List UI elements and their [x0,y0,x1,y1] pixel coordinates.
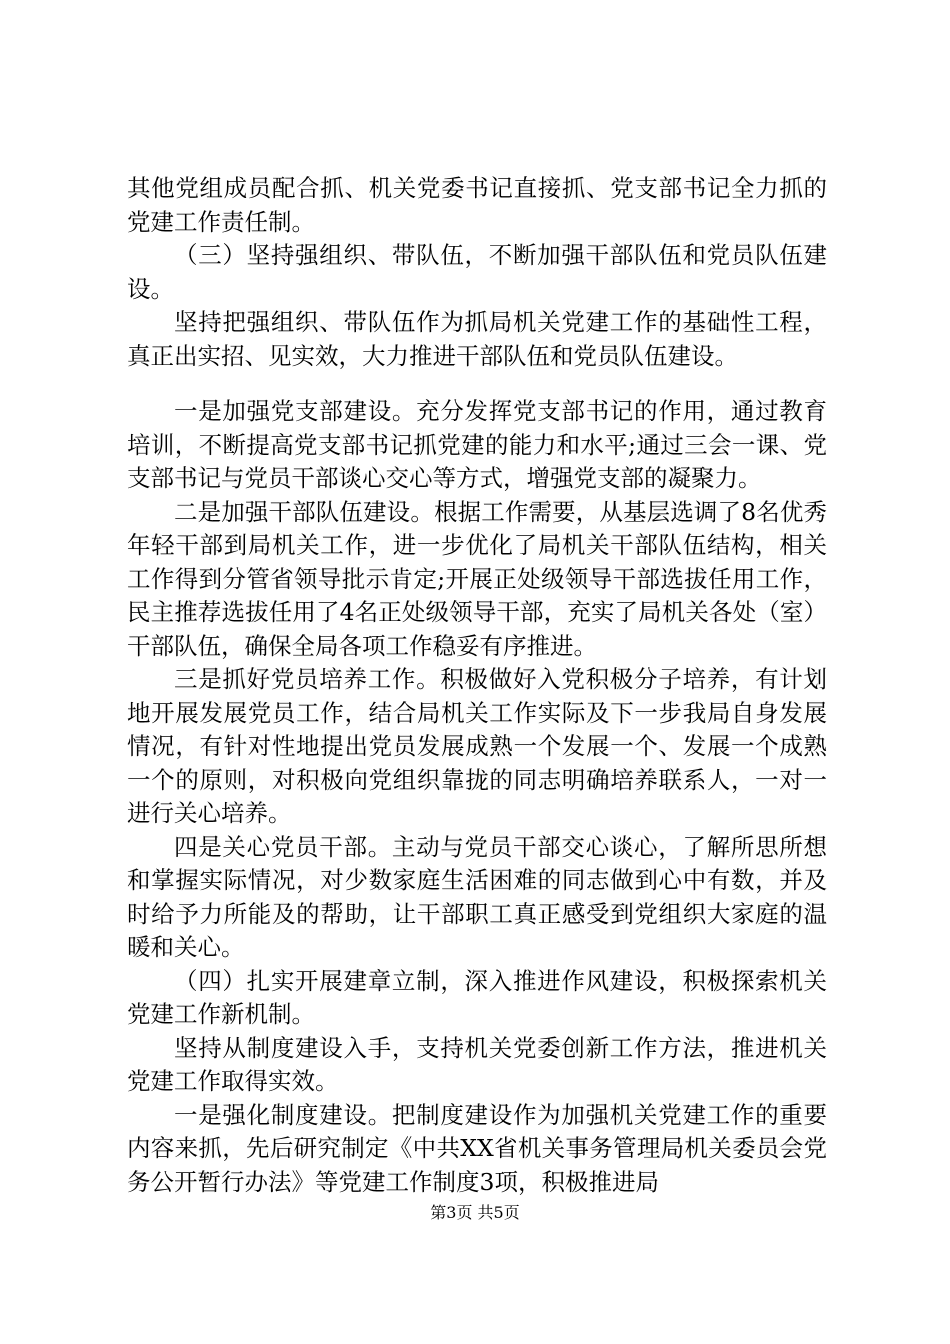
page-footer: 第3页 共5页 [430,1203,520,1222]
section-heading: （三）坚持强组织、带队伍，不断加强干部队伍和党员队伍建设。 [127,241,827,303]
paragraph: 一是强化制度建设。把制度建设作为加强机关党建工作的重要内容来抓，先后研究制定《中共XX省机关事务管理局机关委员会党务公开暂行办法》等党建工作制度3项，积极推进局 [127,1100,827,1196]
paragraph: 其他党组成员配合抓、机关党委书记直接抓、党支部书记全力抓的党建工作责任制。 [127,174,827,236]
paragraph: 四是关心党员干部。主动与党员干部交心谈心，了解所思所想和掌握实际情况，对少数家庭生活困难的同志做到心中有数，并及时给予力所能及的帮助，让干部职工真正感受到党组织大家庭的温暖和关心。 [127,832,827,961]
section-heading: （四）扎实开展建章立制，深入推进作风建设，积极探索机关党建工作新机制。 [127,966,827,1028]
paragraph-gap [127,373,827,395]
paragraph: 二是加强干部队伍建设。根据工作需要，从基层选调了8名优秀年轻干部到局机关工作，进一步优化了局机关干部队伍结构，相关工作得到分管省领导批示肯定;开展正处级领导干部选拔任用工作，民主推荐选拔任用了4名正处级领导干部，充实了局机关各处（室）干部队伍，确保全局各项工作稳妥有序推进。 [127,497,827,660]
paragraph: 三是抓好党员培养工作。积极做好入党积极分子培养，有计划地开展发展党员工作，结合局机关工作实际及下一步我局自身发展情况，有针对性地提出党员发展成熟一个发展一个、发展一个成熟一个的原则，对积极向党组织靠拢的同志明确培养联系人，一对一进行关心培养。 [127,665,827,827]
paragraph: 一是加强党支部建设。充分发挥党支部书记的作用，通过教育培训，不断提高党支部书记抓党建的能力和水平;通过三会一课、党支部书记与党员干部谈心交心等方式，增强党支部的凝聚力。 [127,397,827,492]
paragraph: 坚持把强组织、带队伍作为抓局机关党建工作的基础性工程，真正出实招、见实效，大力推进干部队伍和党员队伍建设。 [127,308,827,370]
paragraph: 坚持从制度建设入手，支持机关党委创新工作方法，推进机关党建工作取得实效。 [127,1033,827,1095]
body-text [127,172,827,1199]
